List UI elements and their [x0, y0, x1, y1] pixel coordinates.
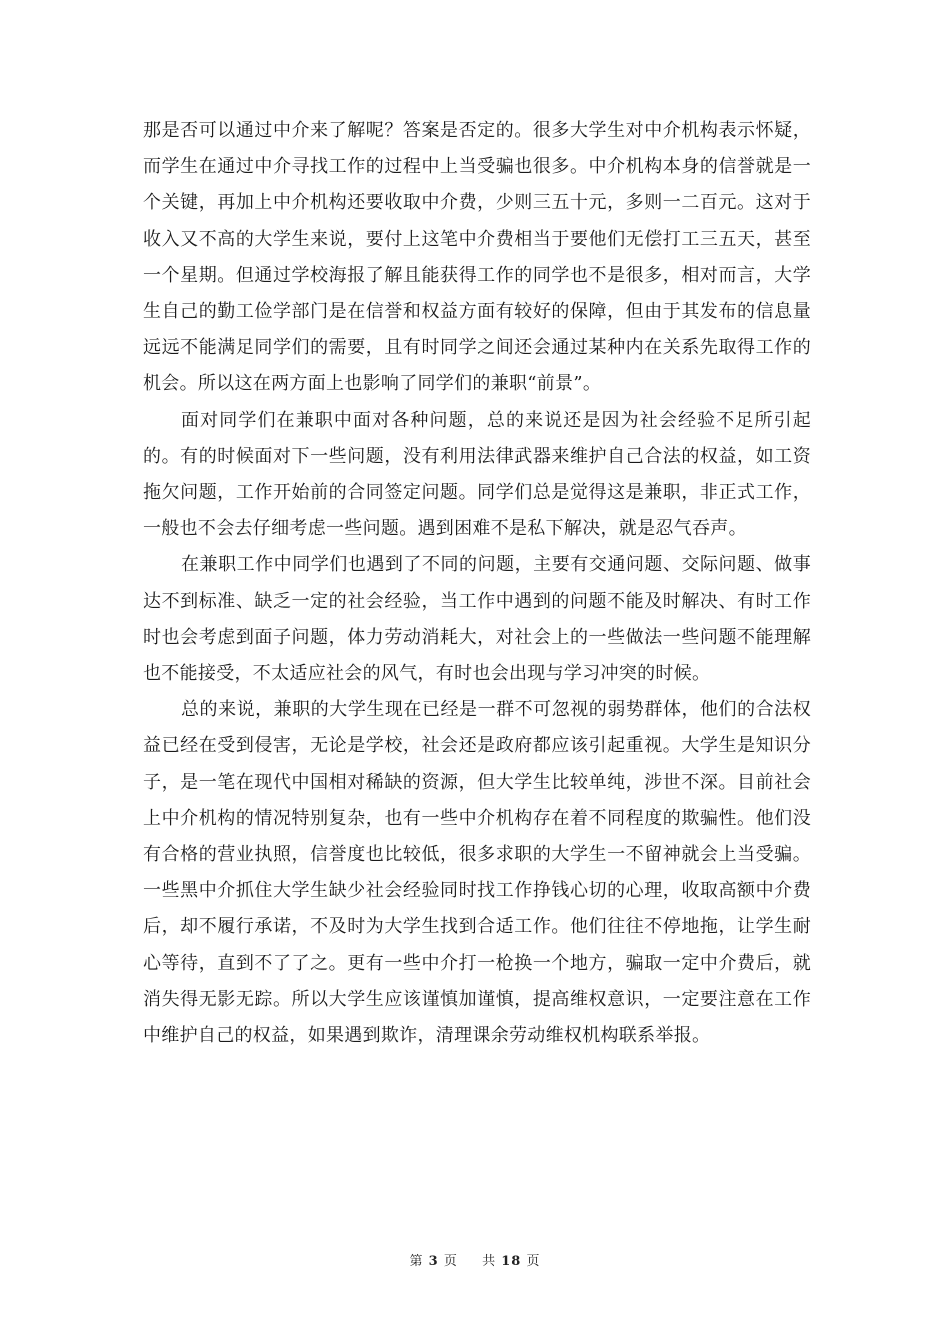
- footer-total-pages: 18: [501, 1254, 522, 1269]
- paragraph-1: 那是否可以通过中介来了解呢？答案是否定的。很多大学生对中介机构表示怀疑，而学生在通过中介寻找工作的过程中上当受骗也很多。中介机构本身的信誉就是一个关键，再加上中介机构还要收取中介费，少则三五十元，多则一二百元。这对于收入又不高的大学生来说，要付上这笔中介费相当于要他们无偿打工三五天，甚至一个星期。但通过学校海报了解且能获得工作的同学也不是很多，相对而言，大学生自己的勤工俭学部门是在信誉和权益方面有较好的保障，但由于其发布的信息量远远不能满足同学们的需要，且有时同学之间还会通过某种内在关系先取得工作的机会。所以这在两方面上也影响了同学们的兼职“前景”。: [143, 120, 811, 395]
- document-body: [143, 113, 811, 1054]
- footer-page-prefix: 第: [409, 1254, 424, 1269]
- footer-total-suffix: 页: [526, 1254, 541, 1269]
- footer-page-suffix: 页: [443, 1254, 458, 1269]
- paragraph-3: 在兼职工作中同学们也遇到了不同的问题，主要有交通问题、交际问题、做事达不到标准、缺乏一定的社会经验，当工作中遇到的问题不能及时解决、有时工作时也会考虑到面子问题，体力劳动消耗大，对社会上的一些做法一些问题不能理解也不能接受，不太适应社会的风气，有时也会出现与学习冲突的时候。: [143, 554, 811, 685]
- footer-total-prefix: 共: [482, 1254, 497, 1269]
- footer-page-number: 3: [428, 1254, 439, 1269]
- paragraph-4: 总的来说，兼职的大学生现在已经是一群不可忽视的弱势群体，他们的合法权益已经在受到侵害，无论是学校，社会还是政府都应该引起重视。大学生是知识分子，是一笔在现代中国相对稀缺的资源，但大学生比较单纯，涉世不深。目前社会上中介机构的情况特别复杂，也有一些中介机构存在着不同程度的欺骗性。他们没有合格的营业执照，信誉度也比较低，很多求职的大学生一不留神就会上当受骗。一些黑中介抓住大学生缺少社会经验同时找工作挣钱心切的心理，收取高额中介费后，却不履行承诺，不及时为大学生找到合适工作。他们往往不停地拖，让学生耐心等待，直到不了了之。更有一些中介打一枪换一个地方，骗取一定中介费后，就消失得无影无踪。所以大学生应该谨慎加谨慎，提高维权意识，一定要注意在工作中维护自己的权益，如果遇到欺诈，清理课余劳动维权机构联系举报。: [143, 699, 811, 1047]
- page-footer: [0, 1250, 950, 1269]
- paragraph-2: 面对同学们在兼职中面对各种问题，总的来说还是因为社会经验不足所引起的。有的时候面对下一些问题，没有利用法律武器来维护自己合法的权益，如工资拖欠问题，工作开始前的合同签定问题。同学们总是觉得这是兼职，非正式工作，一般也不会去仔细考虑一些问题。遇到困难不是私下解决，就是忍气吞声。: [143, 409, 811, 540]
